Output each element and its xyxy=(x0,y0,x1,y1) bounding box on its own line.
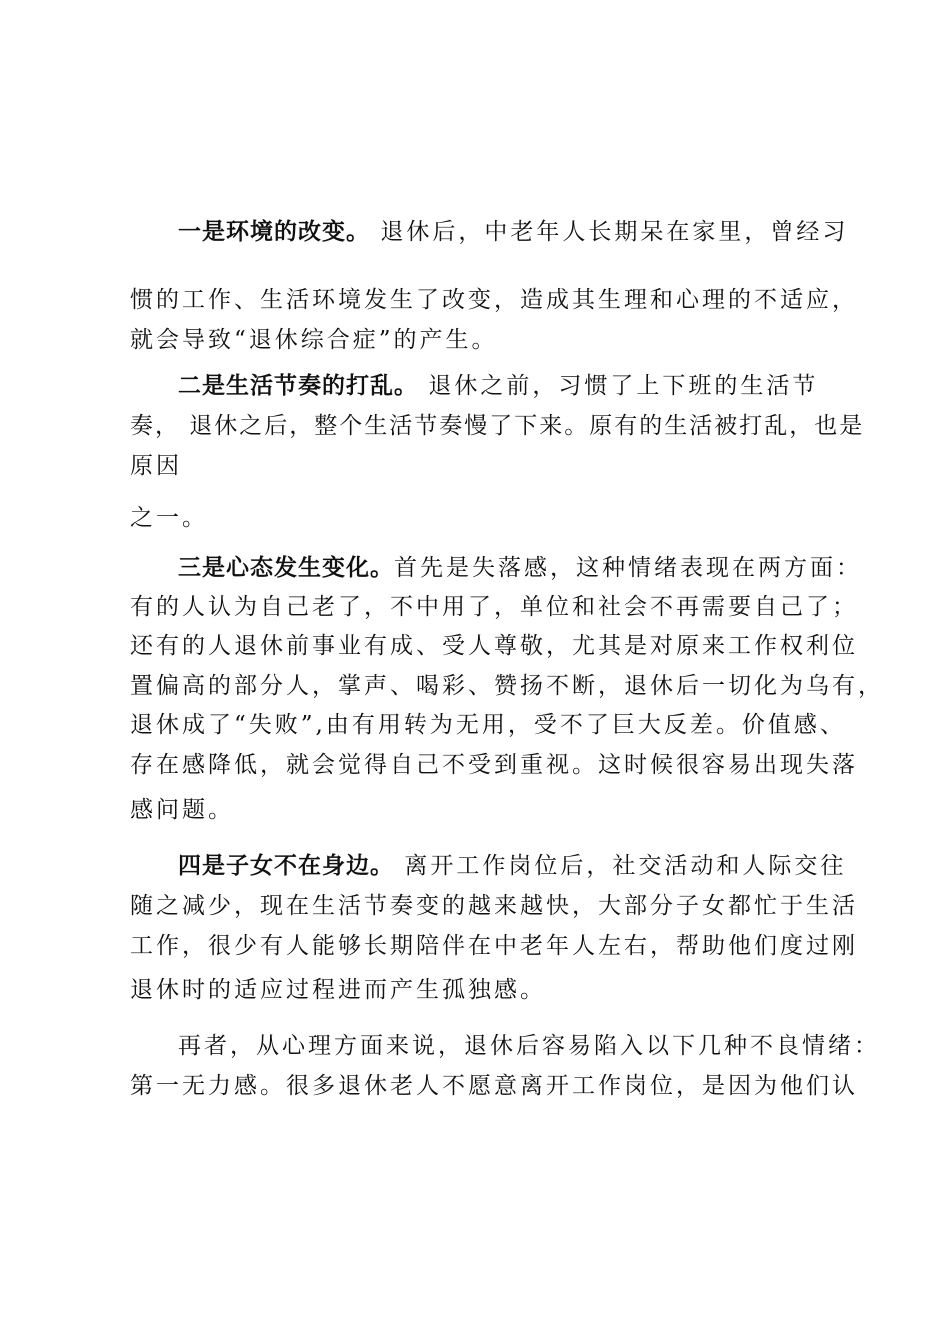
paragraph-4-heading: 四是子女不在身边。 xyxy=(178,852,394,879)
paragraph-4-line-1 xyxy=(178,852,878,880)
paragraph-5-line-2: 第一无力感。很多退休老人不愿意离开工作岗位，是因为他们认 xyxy=(130,1073,858,1099)
line-text: 离开工作岗位后，社交活动和人际交往 xyxy=(404,853,847,879)
paragraph-1-heading: 一是环境的改变。 xyxy=(178,218,370,245)
paragraph-3-line-7: 感问题。 xyxy=(130,797,234,823)
paragraph-1-line-2: 惯的工作、生活环境发生了改变，造成其生理和心理的不适应， xyxy=(130,287,858,313)
paragraph-2-line-2: 奏， 退休之后，整个生活节奏慢了下来。原有的生活被打乱，也是 xyxy=(130,413,865,439)
paragraph-1-line-3: 就会导致“退休综合症”的产生。 xyxy=(130,327,498,353)
paragraph-1-line-1 xyxy=(178,218,878,246)
paragraph-2-heading: 二是生活节奏的打乱。 xyxy=(178,372,418,399)
paragraph-4-line-2: 随之减少，现在生活节奏变的越来越快，大部分子女都忙于生活 xyxy=(130,893,858,919)
paragraph-3-line-3: 还有的人退休前事业有成、受人尊敬，尤其是对原来工作权利位 xyxy=(130,633,858,659)
paragraph-3-line-2: 有的人认为自己老了，不中用了，单位和社会不再需要自己了； xyxy=(130,594,858,620)
line-text: 退休之前，习惯了上下班的生活节 xyxy=(428,373,819,399)
line-text: 首先是失落感，这种情绪表现在两方面： xyxy=(394,555,862,581)
paragraph-3-line-5: 退休成了“失败”,由有用转为无用，受不了巨大反差。价值感、 xyxy=(130,712,846,738)
paragraph-4-line-4: 退休时的适应过程进而产生孤独感。 xyxy=(130,977,546,1003)
paragraph-3-line-4: 置偏高的部分人，掌声、喝彩、赞扬不断，退休后一切化为乌有， xyxy=(130,673,884,699)
paragraph-2-line-3: 原因 xyxy=(130,453,182,479)
paragraph-3-line-6: 存在感降低，就会觉得自己不受到重视。这时候很容易出现失落 xyxy=(130,752,858,778)
paragraph-3-line-1 xyxy=(178,554,878,582)
paragraph-5-line-1: 再者，从心理方面来说，退休后容易陷入以下几种不良情绪： xyxy=(178,1033,880,1059)
line-text: 退休后，中老年人长期呆在家里，曾经习 xyxy=(380,219,849,245)
paragraph-3-heading: 三是心态发生变化。 xyxy=(178,554,394,581)
paragraph-2-line-1 xyxy=(178,372,878,400)
paragraph-4-line-3: 工作，很少有人能够长期陪伴在中老年人左右，帮助他们度过刚 xyxy=(130,933,858,959)
paragraph-2-line-4: 之一。 xyxy=(130,505,208,531)
